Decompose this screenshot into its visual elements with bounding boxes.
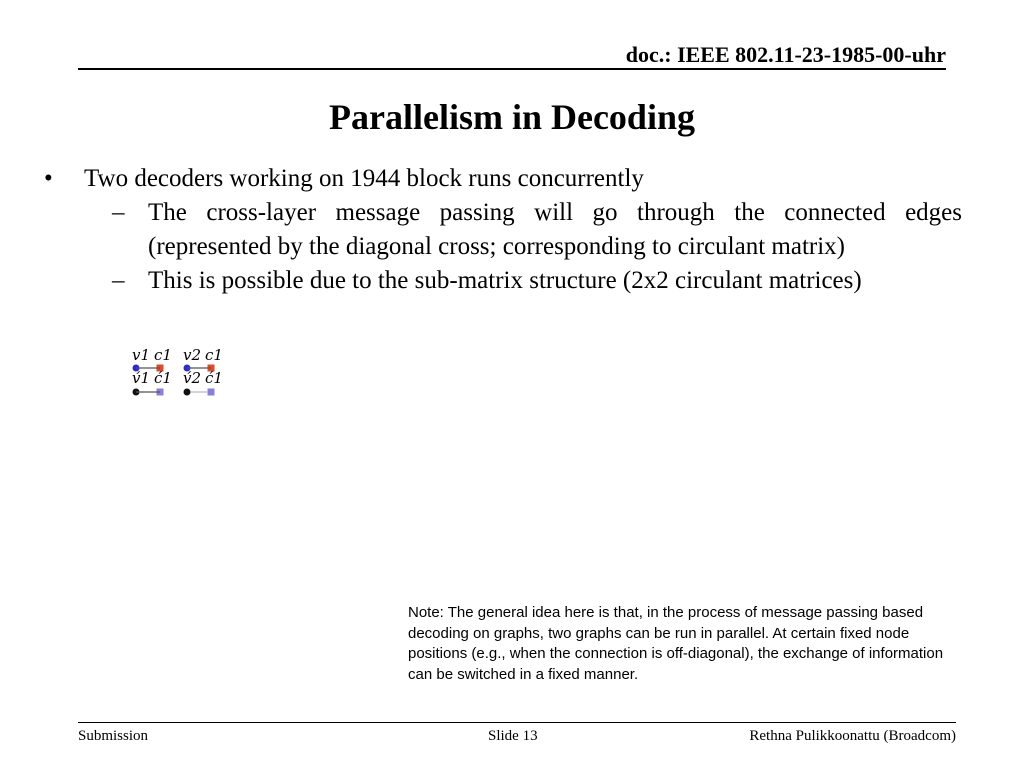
bullet-item: [44, 162, 944, 196]
note-text: Note: The general idea here is that, in the process of message passing based decoding on graphs, two graphs can be run in parallel. At certain fixed node positions (e.g., when the connection is off-diagonal), the exchange of information can be switched in a fixed manner.: [408, 604, 944, 683]
sub-bullet-dash: –: [112, 267, 125, 294]
sub-bullet-text: This is possible due to the sub-matrix structure (2x2 circulant matrices): [148, 267, 862, 294]
node-label: v́2: [183, 369, 202, 387]
node-label: c1: [205, 346, 223, 364]
sub-bullet-item: [112, 264, 962, 298]
primed-check-node: [208, 389, 215, 396]
node-label: v1: [132, 346, 151, 364]
footer-left: Submission: [78, 728, 149, 744]
document-id: doc.: IEEE 802.11-23-1985-00-uhr: [625, 42, 946, 67]
primed-variable-node: [184, 389, 191, 396]
sub-bullet-item: [112, 196, 962, 264]
footer-author: Rethna Pulikkoonattu (Broadcom): [749, 728, 956, 744]
node-label: c1: [154, 346, 172, 364]
sub-bullet-dash: –: [112, 199, 125, 226]
header-rule: [78, 68, 946, 70]
bullet-mark: •: [44, 165, 53, 192]
sub-bullet-text: The cross-layer message passing will go through the connected edges (represented by the diagonal cross; corresponding to circulant matrix): [148, 199, 962, 260]
node-label: v2: [183, 346, 202, 364]
node-label: ć1: [154, 369, 172, 387]
node-label: ć1: [205, 369, 223, 387]
slide-title: Parallelism in Decoding: [329, 97, 695, 137]
footer-rule: [78, 722, 956, 723]
bullet-text: Two decoders working on 1944 block runs concurrently: [84, 165, 644, 192]
node-label: v́1: [132, 369, 151, 387]
footer-slide-number: Slide 13: [488, 728, 538, 744]
